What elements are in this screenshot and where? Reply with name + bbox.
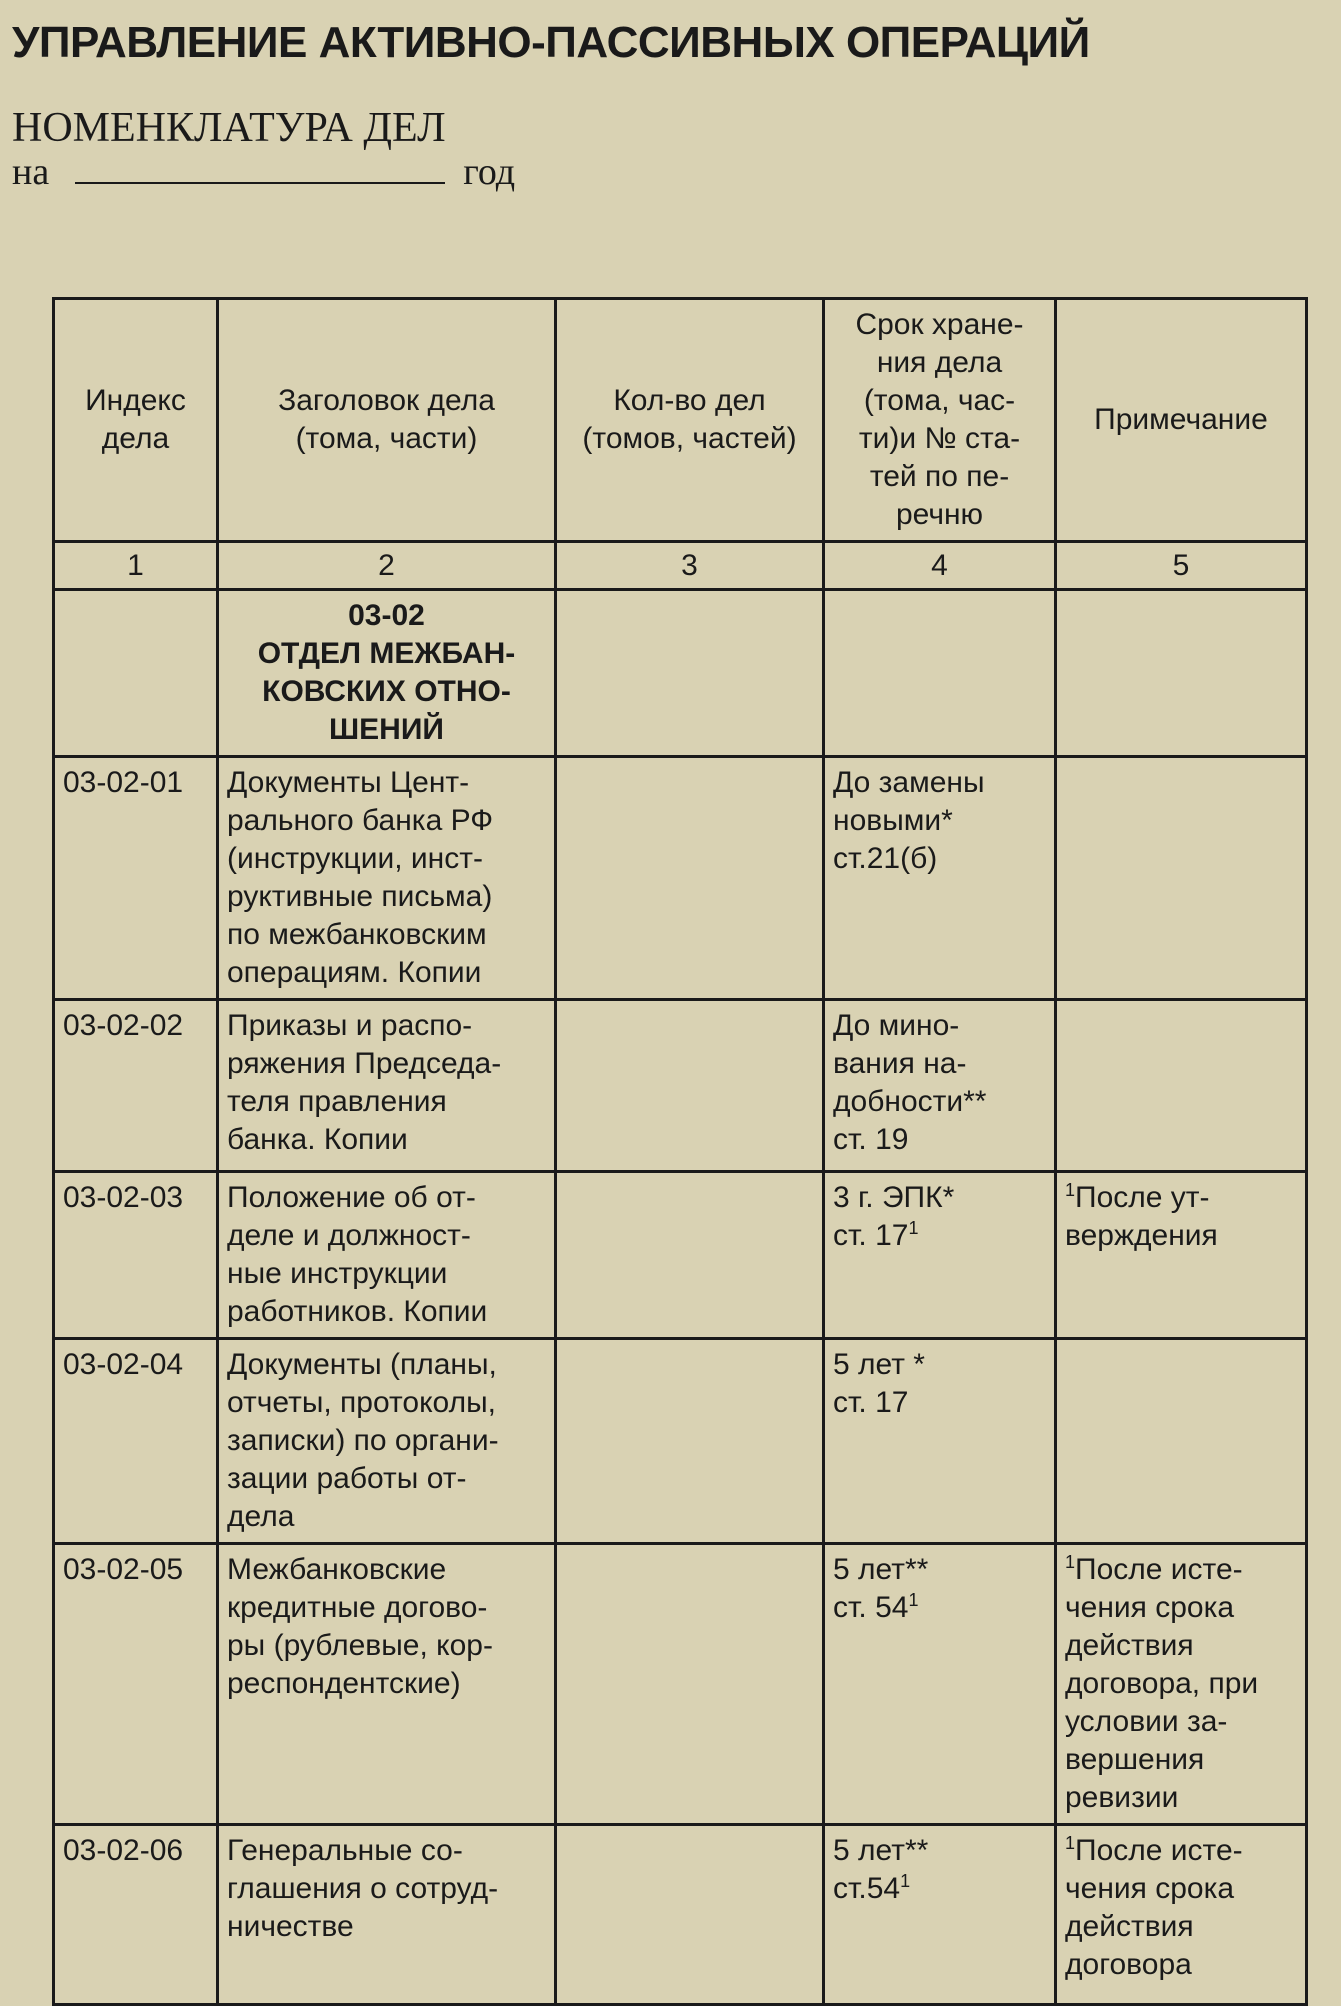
retention-term: 3 г. ЭПК*: [833, 1181, 955, 1214]
case-count: [556, 1172, 824, 1339]
case-title: Документы (планы, отчеты, протоколы, записки) по органи- зации работы от- дела: [218, 1339, 556, 1544]
retention-term: 5 лет**: [833, 1834, 929, 1867]
column-numbers-row: [54, 542, 1307, 590]
document-title: НОМЕНКЛАТУРА ДЕЛ: [12, 105, 446, 151]
column-number: 5: [1056, 542, 1307, 590]
retention-term: До мино- вания на- добности**: [833, 1009, 987, 1118]
note-footnote-mark: 1: [1065, 1552, 1076, 1572]
article-reference: ст.21(б): [833, 842, 938, 875]
table-row: [54, 757, 1307, 1000]
table-body: [54, 757, 1307, 2005]
table-row: [54, 1172, 1307, 1339]
article-footnote-mark: 1: [908, 1590, 919, 1610]
nomenclature-table: [52, 297, 1308, 2006]
column-header-note: Примечание: [1056, 299, 1307, 542]
article-line: [833, 1384, 1046, 1422]
note-cell: [1056, 1544, 1307, 1825]
case-count: [556, 1000, 824, 1172]
retention-term-cell: [824, 1544, 1056, 1825]
note-cell: [1056, 757, 1307, 1000]
case-count: [556, 1825, 824, 2005]
column-number: 2: [218, 542, 556, 590]
retention-term: 5 лет *: [833, 1348, 925, 1381]
column-header-title: Заголовок дела (тома, части): [218, 299, 556, 542]
table-row: [54, 1000, 1307, 1172]
article-footnote-mark: 1: [900, 1871, 911, 1891]
article-line: [833, 1870, 1046, 1908]
table-row: [54, 1544, 1307, 1825]
year-suffix: год: [463, 151, 516, 193]
case-title: Межбанковские кредитные догово- ры (рублевые, кор- респондентские): [218, 1544, 556, 1825]
note-cell: [1056, 1339, 1307, 1544]
retention-term-cell: [824, 1172, 1056, 1339]
article-reference: ст. 17: [833, 1386, 909, 1419]
year-prefix: на: [12, 151, 50, 193]
case-count: [556, 1339, 824, 1544]
column-number: 4: [824, 542, 1056, 590]
case-index: 03-02-03: [54, 1172, 218, 1339]
retention-term: 5 лет**: [833, 1553, 929, 1586]
article-line: [833, 1217, 1046, 1255]
case-index: 03-02-01: [54, 757, 218, 1000]
column-header-count: Кол-во дел (томов, частей): [556, 299, 824, 542]
retention-term-cell: [824, 1339, 1056, 1544]
column-number: 1: [54, 542, 218, 590]
article-line: [833, 1121, 1046, 1159]
article-line: [833, 1589, 1046, 1627]
case-title: Документы Цент- рального банка РФ (инструкции, инст- руктивные письма) по межбанковским операциям. Копии: [218, 757, 556, 1000]
case-index: 03-02-05: [54, 1544, 218, 1825]
note-text: После исте- чения срока действия договора: [1065, 1834, 1243, 1981]
case-count: [556, 757, 824, 1000]
retention-term: До замены новыми*: [833, 766, 985, 837]
note-text: После ут- верждения: [1065, 1181, 1218, 1252]
section-code: 03-02: [348, 599, 425, 632]
section-heading: [218, 590, 556, 757]
case-title: Приказы и распо- ряжения Председа- теля правления банка. Копии: [218, 1000, 556, 1172]
table-header-row: [54, 299, 1307, 542]
column-number: 3: [556, 542, 824, 590]
case-count: [556, 1544, 824, 1825]
note-footnote-mark: 1: [1065, 1180, 1076, 1200]
article-line: [833, 840, 1046, 878]
case-index: 03-02-04: [54, 1339, 218, 1544]
year-blank-field: [75, 152, 445, 184]
note-cell: [1056, 1825, 1307, 2005]
article-reference: ст. 19: [833, 1123, 909, 1156]
retention-term-cell: [824, 1825, 1056, 2005]
note-cell: [1056, 1000, 1307, 1172]
article-reference: ст. 54: [833, 1591, 909, 1624]
retention-term-cell: [824, 1000, 1056, 1172]
page-title: УПРАВЛЕНИЕ АКТИВНО-ПАССИВНЫХ ОПЕРАЦИЙ: [12, 18, 1090, 67]
article-reference: ст.54: [833, 1872, 901, 1905]
section-row: [54, 590, 1307, 757]
table-row: [54, 1825, 1307, 2005]
note-text: После исте- чения срока действия договора, при условии за- вершения ревизии: [1065, 1553, 1259, 1814]
note-footnote-mark: 1: [1065, 1833, 1076, 1853]
article-footnote-mark: 1: [908, 1218, 919, 1238]
case-index: 03-02-06: [54, 1825, 218, 2005]
case-title: Положение об от- деле и должност- ные инструкции работников. Копии: [218, 1172, 556, 1339]
section-name: ОТДЕЛ МЕЖБАН- КОВСКИХ ОТНО- ШЕНИЙ: [257, 637, 516, 746]
year-line: [12, 150, 515, 194]
column-header-index: Индекс дела: [54, 299, 218, 542]
article-reference: ст. 17: [833, 1219, 909, 1252]
case-index: 03-02-02: [54, 1000, 218, 1172]
case-title: Генеральные со- глашения о сотруд- ничестве: [218, 1825, 556, 2005]
note-cell: [1056, 1172, 1307, 1339]
table-row: [54, 1339, 1307, 1544]
column-header-term: Срок хране- ния дела (тома, час- ти)и № ста- тей по пе- речню: [824, 299, 1056, 542]
retention-term-cell: [824, 757, 1056, 1000]
